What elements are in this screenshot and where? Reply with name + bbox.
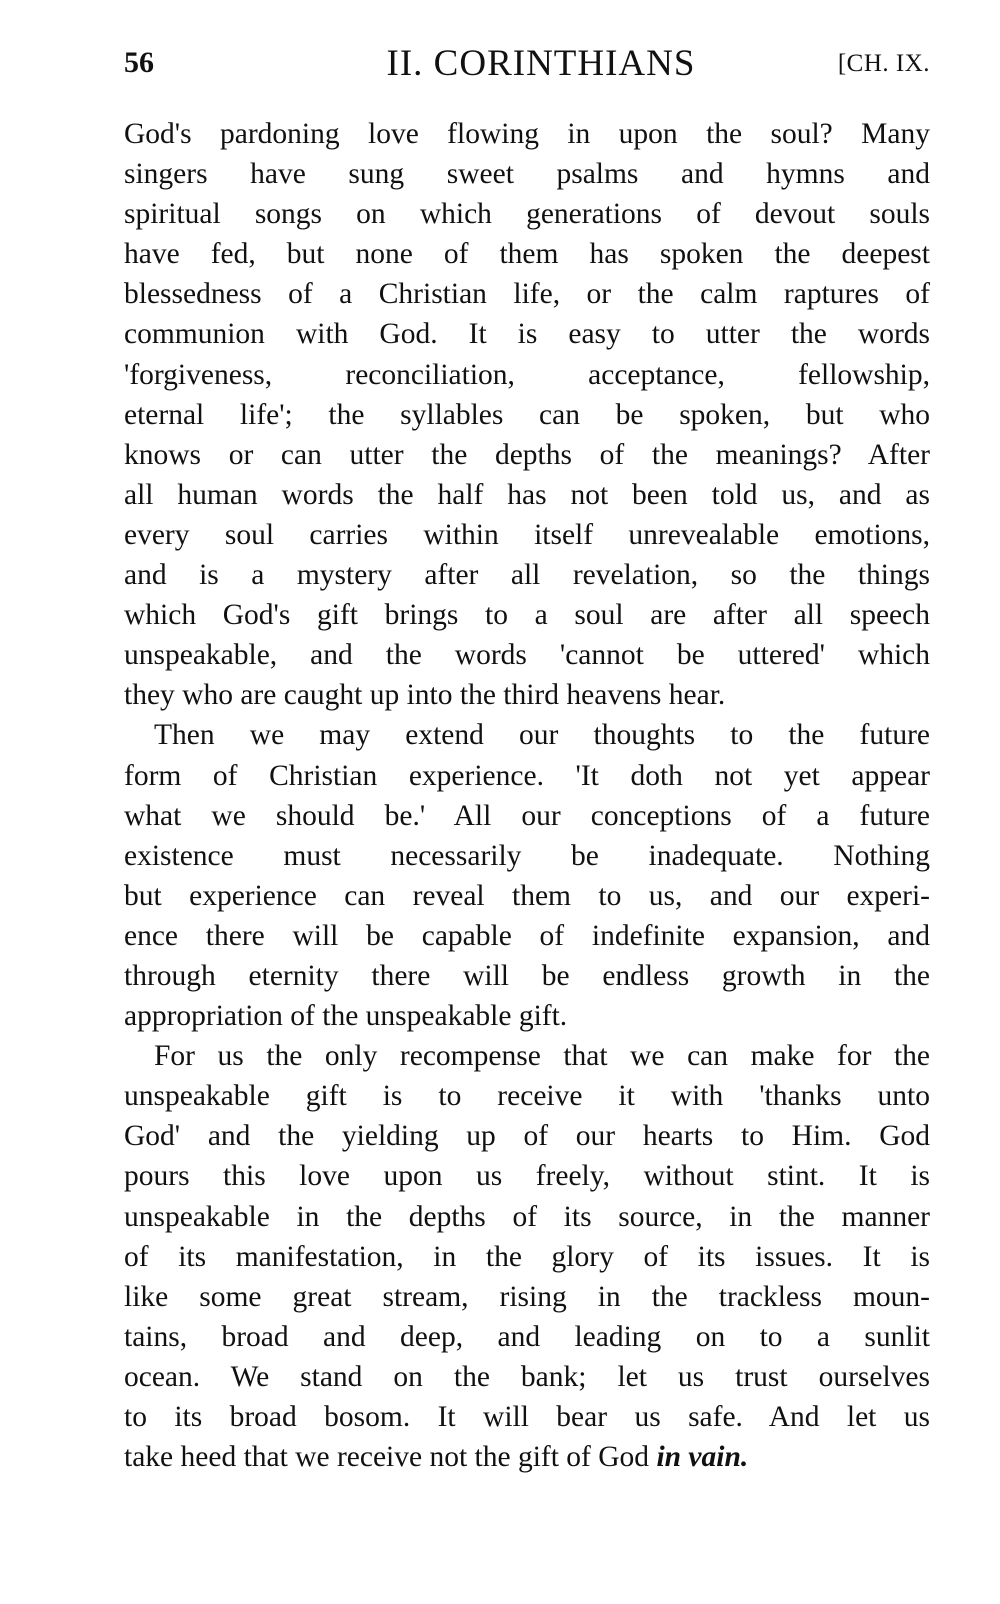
text-line-content: 'forgiveness, reconciliation, acceptance, fellowship, <box>124 358 930 391</box>
text-line <box>124 675 930 715</box>
paragraph <box>124 114 930 715</box>
text-line <box>124 1357 930 1397</box>
italic-phrase: in vain. <box>656 1441 749 1474</box>
text-line <box>124 796 930 836</box>
text-line-content: through eternity there will be endless growth in the <box>124 959 930 992</box>
text-line-content: God's pardoning love flowing in upon the soul? Many <box>124 118 930 150</box>
text-line <box>124 996 930 1036</box>
text-line <box>124 154 930 194</box>
text-line-content: knows or can utter the depths of the meanings? After <box>124 438 930 471</box>
text-line <box>124 715 930 755</box>
text-line <box>124 1237 930 1277</box>
text-line-content: of its manifestation, in the glory of its issues. It is <box>124 1240 930 1273</box>
text-line <box>124 435 930 475</box>
text-line <box>124 1277 930 1317</box>
text-line <box>124 836 930 876</box>
text-line-content: unspeakable in the depths of its source, in the manner <box>124 1200 930 1233</box>
text-line-content: appropriation of the unspeakable gift. <box>124 1000 568 1033</box>
text-line-content: spiritual songs on which generations of devout souls <box>124 198 930 231</box>
text-line <box>124 1437 930 1477</box>
text-line-content: tains, broad and deep, and leading on to a sunlit <box>124 1320 930 1353</box>
text-line-content: all human words the half has not been told us, and as <box>124 478 930 511</box>
text-line-content: unspeakable, and the words 'cannot be uttered' which <box>124 639 930 672</box>
text-line-content: ocean. We stand on the bank; let us trust ourselves <box>124 1360 930 1393</box>
text-line <box>124 234 930 274</box>
text-line <box>124 555 930 595</box>
text-line-content: pours this love upon us freely, without stint. It is <box>124 1160 930 1193</box>
running-title: II. CORINTHIANS <box>386 43 696 84</box>
text-line <box>124 1156 930 1196</box>
text-line <box>124 916 930 956</box>
text-line-content: unspeakable gift is to receive it with 'thanks unto <box>124 1080 930 1113</box>
text-line-content: existence must necessarily be inadequate. Nothing <box>124 839 930 872</box>
text-line-content: every soul carries within itself unrevealable emotions, <box>124 518 930 551</box>
text-line <box>124 515 930 555</box>
text-line-content: and is a mystery after all revelation, so the things <box>124 559 930 592</box>
text-line-content: Then we may extend our thoughts to the future <box>154 719 930 752</box>
text-line-content: communion with God. It is easy to utter the words <box>124 318 930 351</box>
text-line-content: eternal life'; the syllables can be spoken, but who <box>124 398 930 431</box>
text-line <box>124 1116 930 1156</box>
chapter-reference: [CH. IX. <box>837 50 930 77</box>
text-line <box>124 876 930 916</box>
paragraph <box>124 1036 930 1477</box>
text-line <box>124 1076 930 1116</box>
text-line-content: take heed that we receive not the gift of God <box>124 1441 650 1474</box>
page-number: 56 <box>124 46 154 79</box>
text-line-content: like some great stream, rising in the trackless moun- <box>124 1280 930 1313</box>
text-line-content: form of Christian experience. 'It doth not yet appear <box>124 759 930 792</box>
text-line-content: which God's gift brings to a soul are after all speech <box>124 599 930 632</box>
text-line <box>124 956 930 996</box>
text-line-content: For us the only recompense that we can make for the <box>154 1040 930 1073</box>
text-line-content: blessedness of a Christian life, or the calm raptures of <box>124 278 930 311</box>
text-line <box>124 274 930 314</box>
text-line <box>124 314 930 354</box>
text-line-content: to its broad bosom. It will bear us safe. And let us <box>124 1401 930 1433</box>
text-line <box>124 395 930 435</box>
text-line <box>124 635 930 675</box>
text-line-content: have fed, but none of them has spoken the deepest <box>124 238 930 271</box>
text-line <box>124 1317 930 1357</box>
text-line-content: ence there will be capable of indefinite expansion, and <box>124 919 930 952</box>
text-line-content: but experience can reveal them to us, and our experi- <box>124 879 930 912</box>
text-line <box>124 194 930 234</box>
text-line <box>124 114 930 154</box>
text-line <box>124 355 930 395</box>
text-line <box>124 1197 930 1237</box>
running-header <box>124 40 930 90</box>
text-line <box>124 1036 930 1076</box>
body-text <box>124 114 930 1477</box>
text-line-content: God' and the yielding up of our hearts to Him. God <box>124 1120 930 1153</box>
text-line-content: singers have sung sweet psalms and hymns and <box>124 158 930 191</box>
text-line <box>124 595 930 635</box>
text-line <box>124 1397 930 1437</box>
text-line <box>124 756 930 796</box>
paragraph <box>124 715 930 1036</box>
text-line <box>124 475 930 515</box>
text-line-content: what we should be.' All our conceptions of a future <box>124 799 930 832</box>
text-line-content: they who are caught up into the third heavens hear. <box>124 679 726 712</box>
